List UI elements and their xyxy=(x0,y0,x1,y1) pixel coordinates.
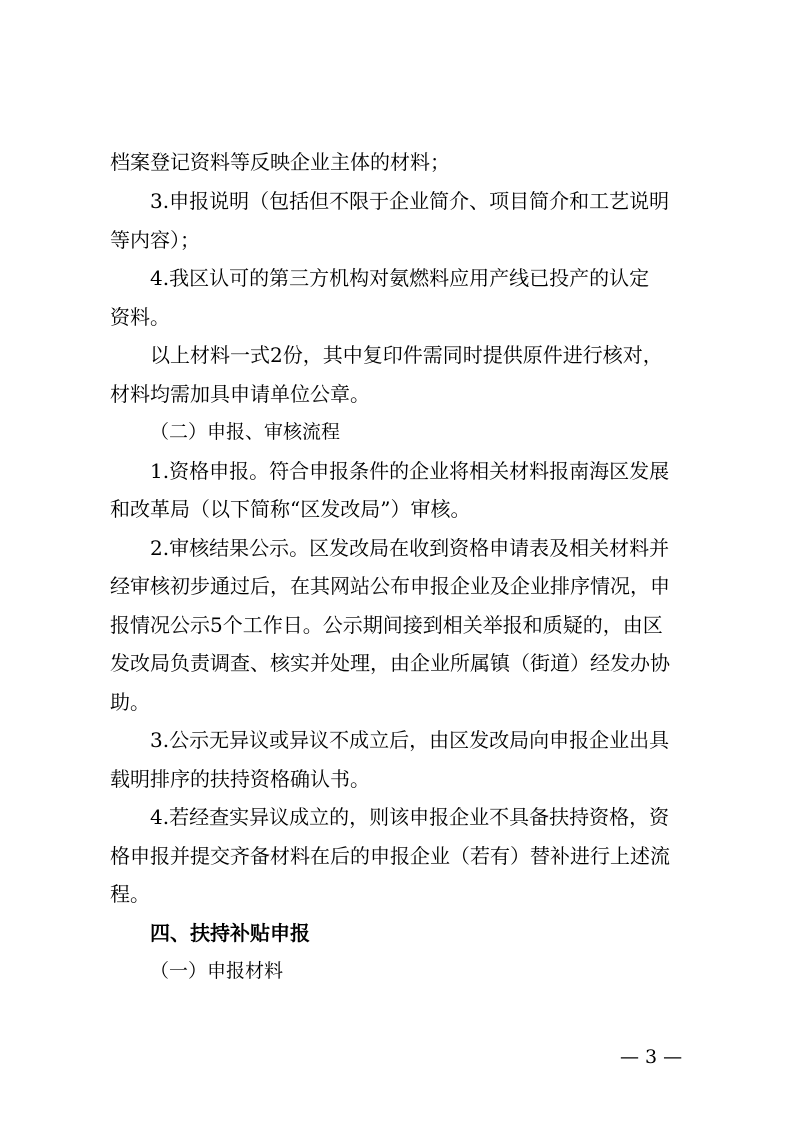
body-text-line: 2.审核结果公示。区发改局在收到资格申请表及相关材料并 xyxy=(150,536,670,560)
body-text-line: 报情况公示5个工作日。公示期间接到相关举报和质疑的，由区 xyxy=(110,613,663,637)
body-text-line: 4.我区认可的第三方机构对氨燃料应用产线已投产的认定 xyxy=(150,266,650,290)
body-text-line: 经审核初步通过后，在其网站公布申报企业及企业排序情况，申 xyxy=(110,574,670,598)
body-text-line: 资料。 xyxy=(110,305,170,329)
body-text-line: 以上材料一式2份，其中复印件需同时提供原件进行核对， xyxy=(150,343,663,367)
body-text-line: 档案登记资料等反映企业主体的材料； xyxy=(110,150,450,174)
body-text-line: 发改局负责调查、核实并处理，由企业所属镇（街道）经发办协 xyxy=(110,651,670,675)
body-text-line: 助。 xyxy=(110,690,150,714)
body-text-line: 载明排序的扶持资格确认书。 xyxy=(110,767,370,791)
body-text-line: 3.申报说明（包括但不限于企业简介、项目简介和工艺说明 xyxy=(150,189,670,213)
body-text-line: 格申报并提交齐备材料在后的申报企业（若有）替补进行上述流 xyxy=(110,844,670,868)
body-text-line: 等内容）； xyxy=(110,228,200,252)
body-text-line: 3.公示无异议或异议不成立后，由区发改局向申报企业出具 xyxy=(150,728,670,752)
section-subheading: （一）申报材料 xyxy=(150,960,284,982)
body-text-line: 程。 xyxy=(110,882,150,906)
section-subheading: （二）申报、审核流程 xyxy=(150,421,341,443)
body-text-line: 1.资格申报。符合申报条件的企业将相关材料报南海区发展 xyxy=(150,459,670,483)
page-number: — 3 — xyxy=(620,1046,683,1068)
body-text-line: 和改革局（以下简称“区发改局”）审核。 xyxy=(110,497,471,521)
body-text-line: 材料均需加具申请单位公章。 xyxy=(110,382,370,406)
body-text-line: 4.若经查实异议成立的，则该申报企业不具备扶持资格，资 xyxy=(150,805,670,829)
section-heading: 四、扶持补贴申报 xyxy=(150,921,310,945)
